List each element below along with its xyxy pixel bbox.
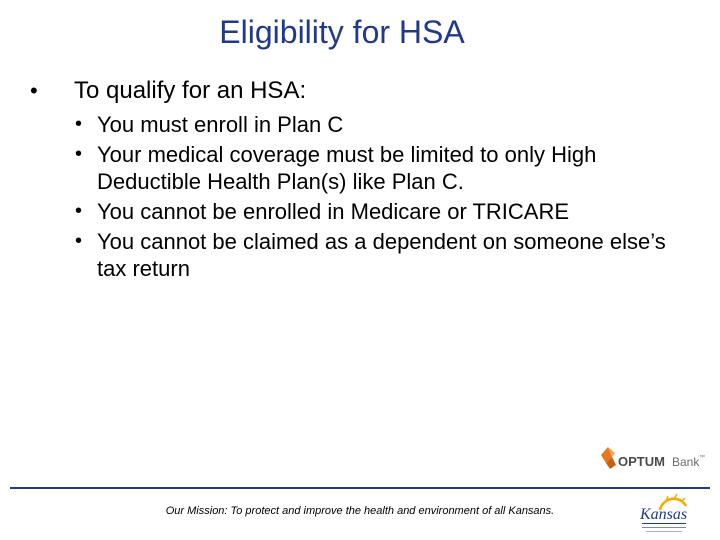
kansas-wordmark: Kansas: [640, 506, 688, 523]
sub-bullet-text: You must enroll in Plan C: [97, 112, 344, 137]
slide-content: [30, 76, 690, 285]
sub-bullet-item: [30, 111, 690, 138]
bullet-main-text: To qualify for an HSA:: [74, 77, 307, 104]
bullet-marker: •: [30, 78, 38, 103]
optum-wordmark: OPTUM: [618, 454, 665, 469]
sub-bullet-text: You cannot be claimed as a dependent on someone else’s tax return: [97, 229, 666, 281]
sub-bullet-item: [30, 228, 690, 282]
sub-bullet-list: [30, 111, 690, 282]
mission-statement: Our Mission: To protect and improve the health and environment of all Kansans.: [165, 505, 555, 517]
slide-title: Eligibility for HSA: [219, 14, 465, 50]
sub-bullet-text: You cannot be enrolled in Medicare or TRICARE: [97, 199, 570, 224]
optum-trademark: ™: [699, 455, 705, 461]
kansas-kdhe-logo: [638, 490, 690, 536]
sub-bullet-item: [30, 141, 690, 195]
sub-bullet-item: [30, 198, 690, 225]
sub-bullet-marker: •: [75, 143, 83, 165]
sub-bullet-marker: •: [75, 200, 83, 222]
sub-bullet-marker: •: [75, 230, 83, 252]
sub-bullet-marker: •: [75, 113, 83, 135]
footer-divider: [10, 487, 710, 489]
optum-bank-word: Bank: [672, 455, 700, 469]
optum-mark-icon: [601, 447, 616, 469]
bullet-main: [30, 76, 690, 106]
sub-bullet-text: Your medical coverage must be limited to only High Deductible Health Plan(s) like Plan C.: [97, 142, 597, 194]
optum-bank-logo: [598, 441, 708, 477]
